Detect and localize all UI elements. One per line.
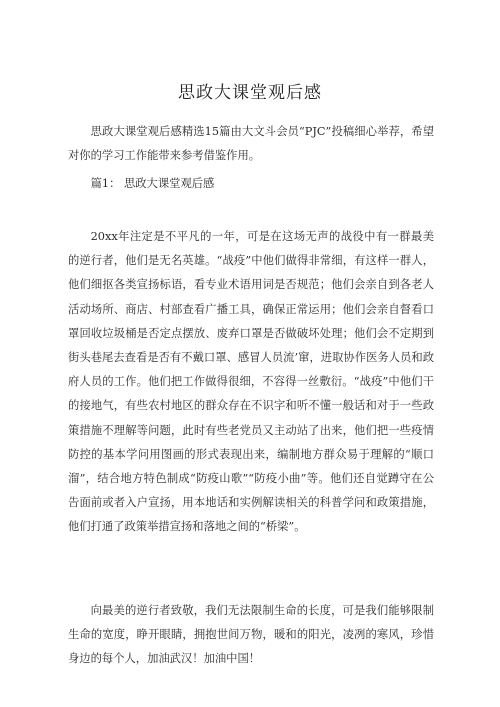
- document-title: 思政大课堂观后感: [178, 83, 322, 103]
- intro-paragraph: 思政大课堂观后感精选15篇由大文斗会员“PJC”投稿细心举荐，希望对你的学习工作能带来参考借鉴作用。: [68, 125, 434, 163]
- section-heading: 篇1： 思政大课堂观后感: [90, 177, 215, 190]
- body-paragraph-1: 20xx年注定是不平凡的一年，可是在这场无声的战役中有一群最美的逆行者，他们是无名英雄。“战疫”中他们做得非常细，有这样一群人，他们细抠各类宣扬标语，看专业术语用词是否规范；他们会亲自到各老人活动场所、商店、村部查看广播工具，确保正常运用；他们会亲自督看口罩回收垃圾桶是否定点摆放、废弃口罩是否做破坏处理；他们会不定期到街头巷尾去查看是否有不戴口罩、感冒人员流’窜，进取协作医务人员和政府人员的工作。他们把工作做得很细，不容得一丝敷衍。“战疫”中他们干的接地气，有些农村地区的群众存在不识字和听不懂一般话和对于一些政策措施不理解等问题，此时有些老党员又主动站了出来，他们把一些疫情防控的基本学问用图画的形式表现出来，编制地方群众易于理解的“顺口溜”，结合地方特色制成“防疫山歌”“防疫小曲”等。他们还自觉蹲守在公告面前或者入户宣扬，用本地话和实例解读相关的科普学问和政策措施，他们打通了政策举措宣扬和落地之间的“桥梁”。: [68, 230, 434, 534]
- body-paragraph-2: 向最美的逆行者致敬，我们无法限制生命的长度，可是我们能够限制生命的宽度，睁开眼睛，拥抱世间万物，暖和的阳光，凌冽的寒风，珍惜身边的每个人，加油武汉！加油中国！: [68, 604, 434, 666]
